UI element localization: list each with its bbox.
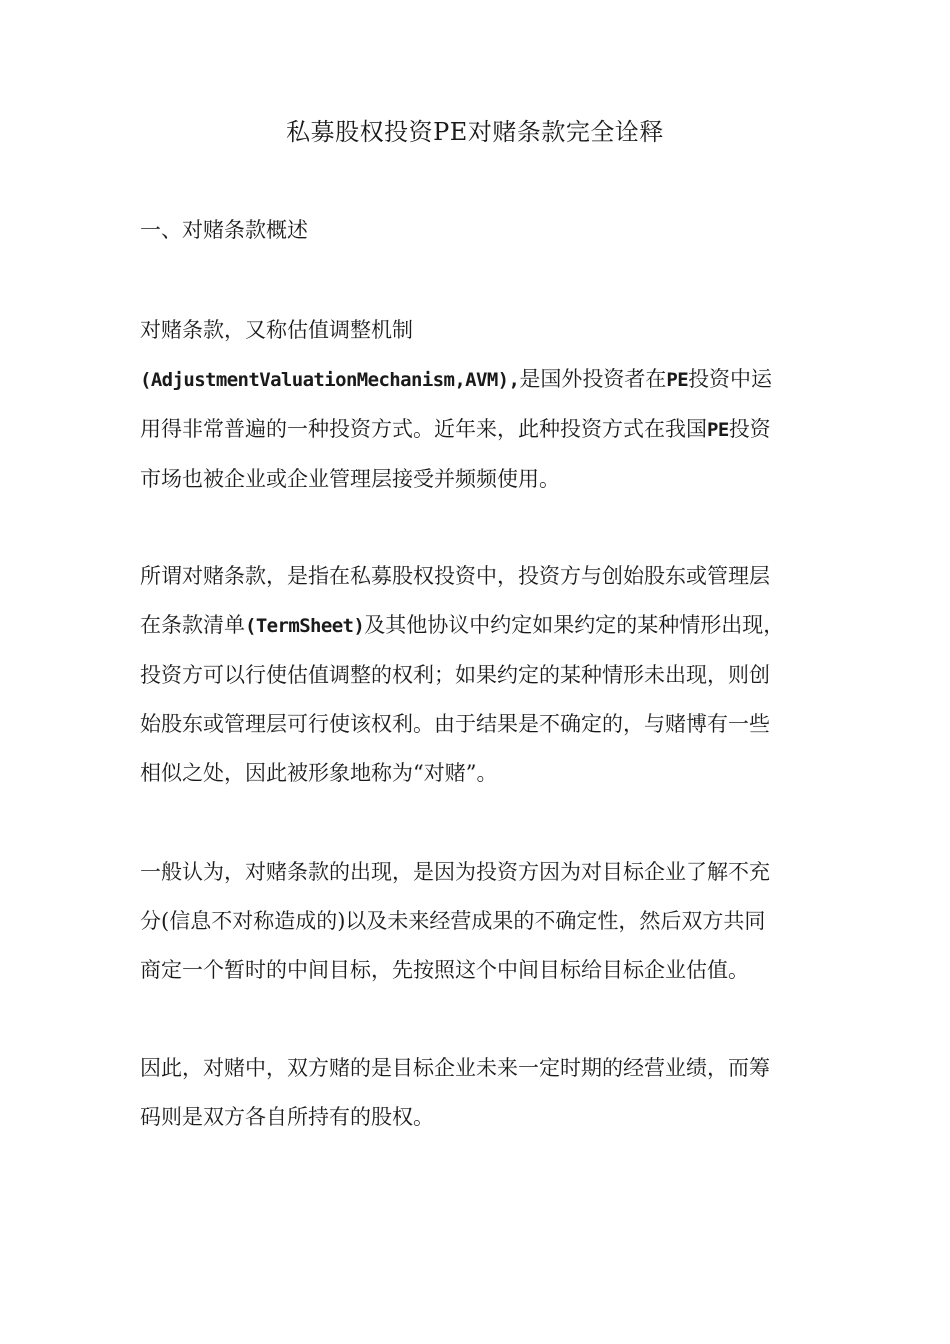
document-title: 私募股权投资PE对赌条款完全诠释 — [286, 118, 664, 146]
paragraph-line: 市场也被企业或企业管理层接受并频频使用。 — [140, 467, 560, 491]
latin-text: PE — [707, 419, 729, 441]
latin-text: PE — [666, 369, 689, 391]
paragraph-line: 在条款清单(TermSheet)及其他协议中约定如果约定的某种情形出现， — [140, 613, 785, 637]
paragraph-line: 所谓对赌条款，是指在私募股权投资中，投资方与创始股东或管理层 — [140, 564, 770, 588]
paragraph-line: 投资方可以行使估值调整的权利；如果约定的某种情形未出现，则创 — [140, 663, 770, 687]
paragraph-line: 商定一个暂时的中间目标，先按照这个中间目标给目标企业估值。 — [140, 958, 749, 982]
paragraph-line: (AdjustmentValuationMechanism,AVM),是国外投资者在PE投资中运 — [140, 367, 773, 391]
paragraph-line: 码则是双方各自所持有的股权。 — [140, 1105, 434, 1129]
paragraph-line: 因此，对赌中，双方赌的是目标企业未来一定时期的经营业绩，而筹 — [140, 1056, 770, 1080]
latin-text: (TermSheet) — [245, 615, 365, 637]
paragraph-line: 分(信息不对称造成的)以及未来经营成果的不确定性，然后双方共同 — [140, 909, 766, 933]
paragraph-line: 始股东或管理层可行使该权利。由于结果是不确定的，与赌博有一些 — [140, 712, 770, 736]
paragraph-line: 对赌条款，又称估值调整机制 — [140, 318, 413, 342]
section-heading: 一、对赌条款概述 — [140, 218, 308, 242]
paragraph-conclusion — [140, 1044, 830, 1142]
paragraph-line: 用得非常普遍的一种投资方式。近年来，此种投资方式在我国PE投资 — [140, 417, 771, 441]
paragraph-term-meaning — [140, 552, 830, 798]
paragraph-origin — [140, 848, 830, 995]
paragraph-line: 相似之处，因此被形象地称为“对赌”。 — [140, 761, 498, 785]
paragraph-avm-definition — [140, 306, 830, 504]
latin-text: (AdjustmentValuationMechanism,AVM), — [140, 369, 520, 391]
paragraph-line: 一般认为，对赌条款的出现，是因为投资方因为对目标企业了解不充 — [140, 860, 770, 884]
